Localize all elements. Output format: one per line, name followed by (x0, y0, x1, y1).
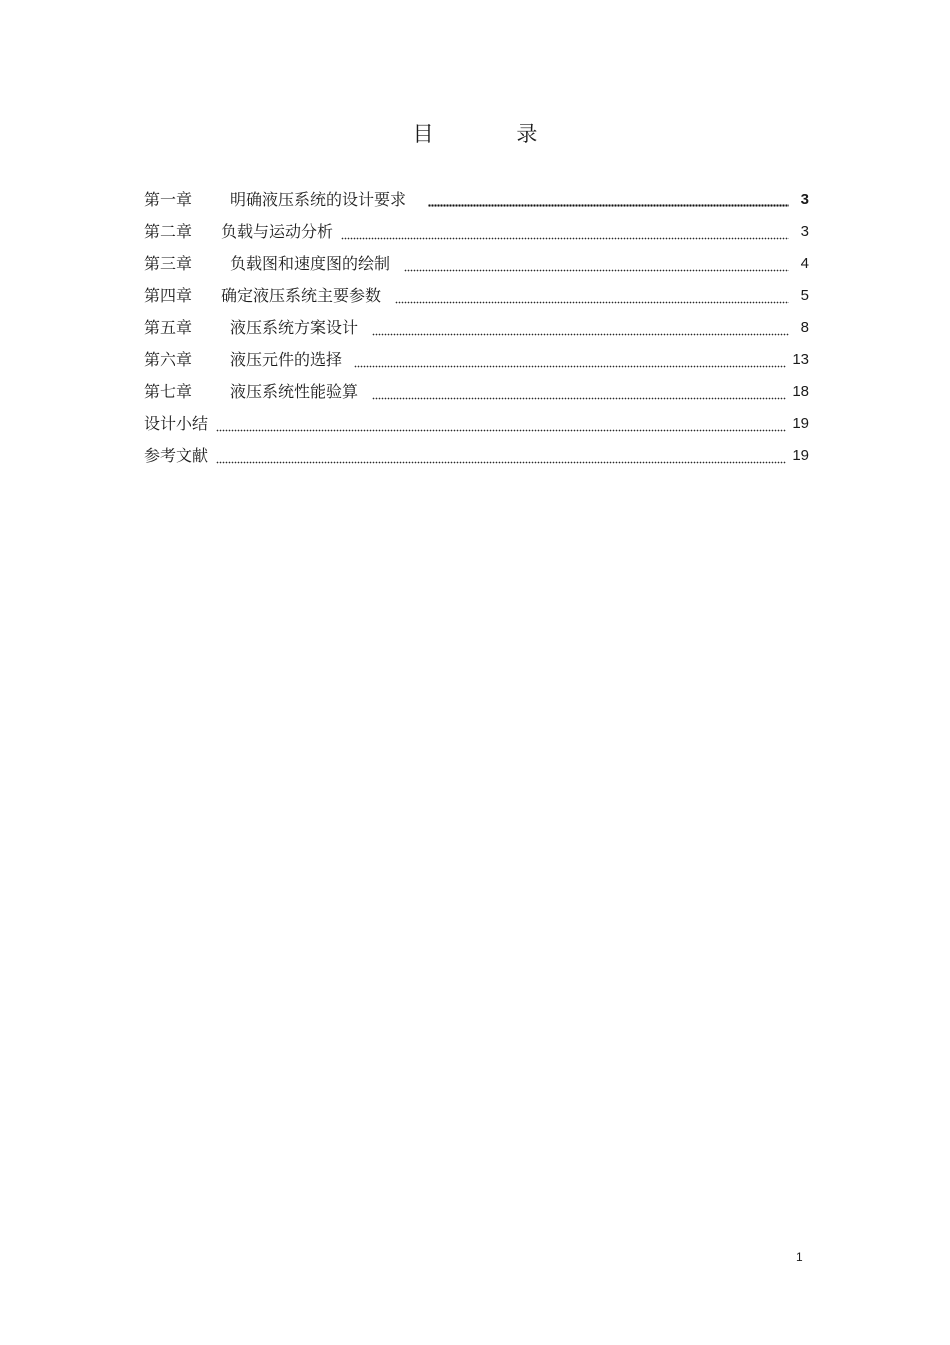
toc-dot-leader (372, 312, 789, 344)
toc-chapter-number: 第四章 (144, 286, 193, 305)
toc-chapter-title: 负载图和速度图的绘制 (230, 254, 391, 273)
toc-page-number: 13 (792, 351, 809, 368)
toc-entry[interactable] (144, 312, 809, 344)
toc-entry[interactable] (144, 184, 809, 216)
toc-page-number: 18 (792, 383, 809, 400)
toc-page-number: 19 (792, 447, 809, 464)
toc-entry[interactable] (144, 344, 809, 376)
toc-chapter-title: 液压元件的选择 (230, 350, 343, 369)
toc-chapter-number: 第七章 (144, 382, 193, 401)
toc-section-title: 参考文献 (144, 446, 209, 465)
toc-entry[interactable] (144, 216, 809, 248)
toc-chapter-number: 第一章 (144, 190, 193, 209)
toc-chapter-title: 液压系统性能验算 (230, 382, 359, 401)
page-footer-number: 1 (796, 1250, 803, 1264)
toc-chapter-number: 第六章 (144, 350, 193, 369)
toc-page-number: 3 (800, 223, 809, 240)
toc-entry[interactable] (144, 440, 809, 472)
toc-chapter-number: 第五章 (144, 318, 193, 337)
toc-dot-leader (216, 408, 786, 440)
toc-entry[interactable] (144, 248, 809, 280)
toc-chapter-title: 确定液压系统主要参数 (221, 286, 382, 305)
toc-section-title: 设计小结 (144, 414, 209, 433)
toc-page-number: 5 (800, 287, 809, 304)
toc-chapter-number: 第二章 (144, 222, 193, 241)
toc-dot-leader (428, 184, 789, 216)
toc-dot-leader (341, 216, 789, 248)
toc-chapter-title: 液压系统方案设计 (230, 318, 359, 337)
toc-dot-leader (354, 344, 786, 376)
toc-dot-leader (395, 280, 789, 312)
toc-entry[interactable] (144, 408, 809, 440)
toc-page-number: 4 (800, 255, 809, 272)
toc-dot-leader (404, 248, 789, 280)
toc-chapter-number: 第三章 (144, 254, 193, 273)
toc-chapter-title: 负载与运动分析 (221, 222, 334, 241)
toc-dot-leader (372, 376, 786, 408)
toc-page-number: 19 (792, 415, 809, 432)
toc-chapter-title: 明确液压系统的设计要求 (230, 190, 407, 209)
toc-page-number: 3 (800, 191, 809, 208)
toc-page-number: 8 (800, 319, 809, 336)
toc-dot-leader (216, 440, 786, 472)
toc-entry[interactable] (144, 376, 809, 408)
page-title: 目 录 (412, 122, 576, 146)
toc-entry[interactable] (144, 280, 809, 312)
table-of-contents (144, 184, 809, 472)
